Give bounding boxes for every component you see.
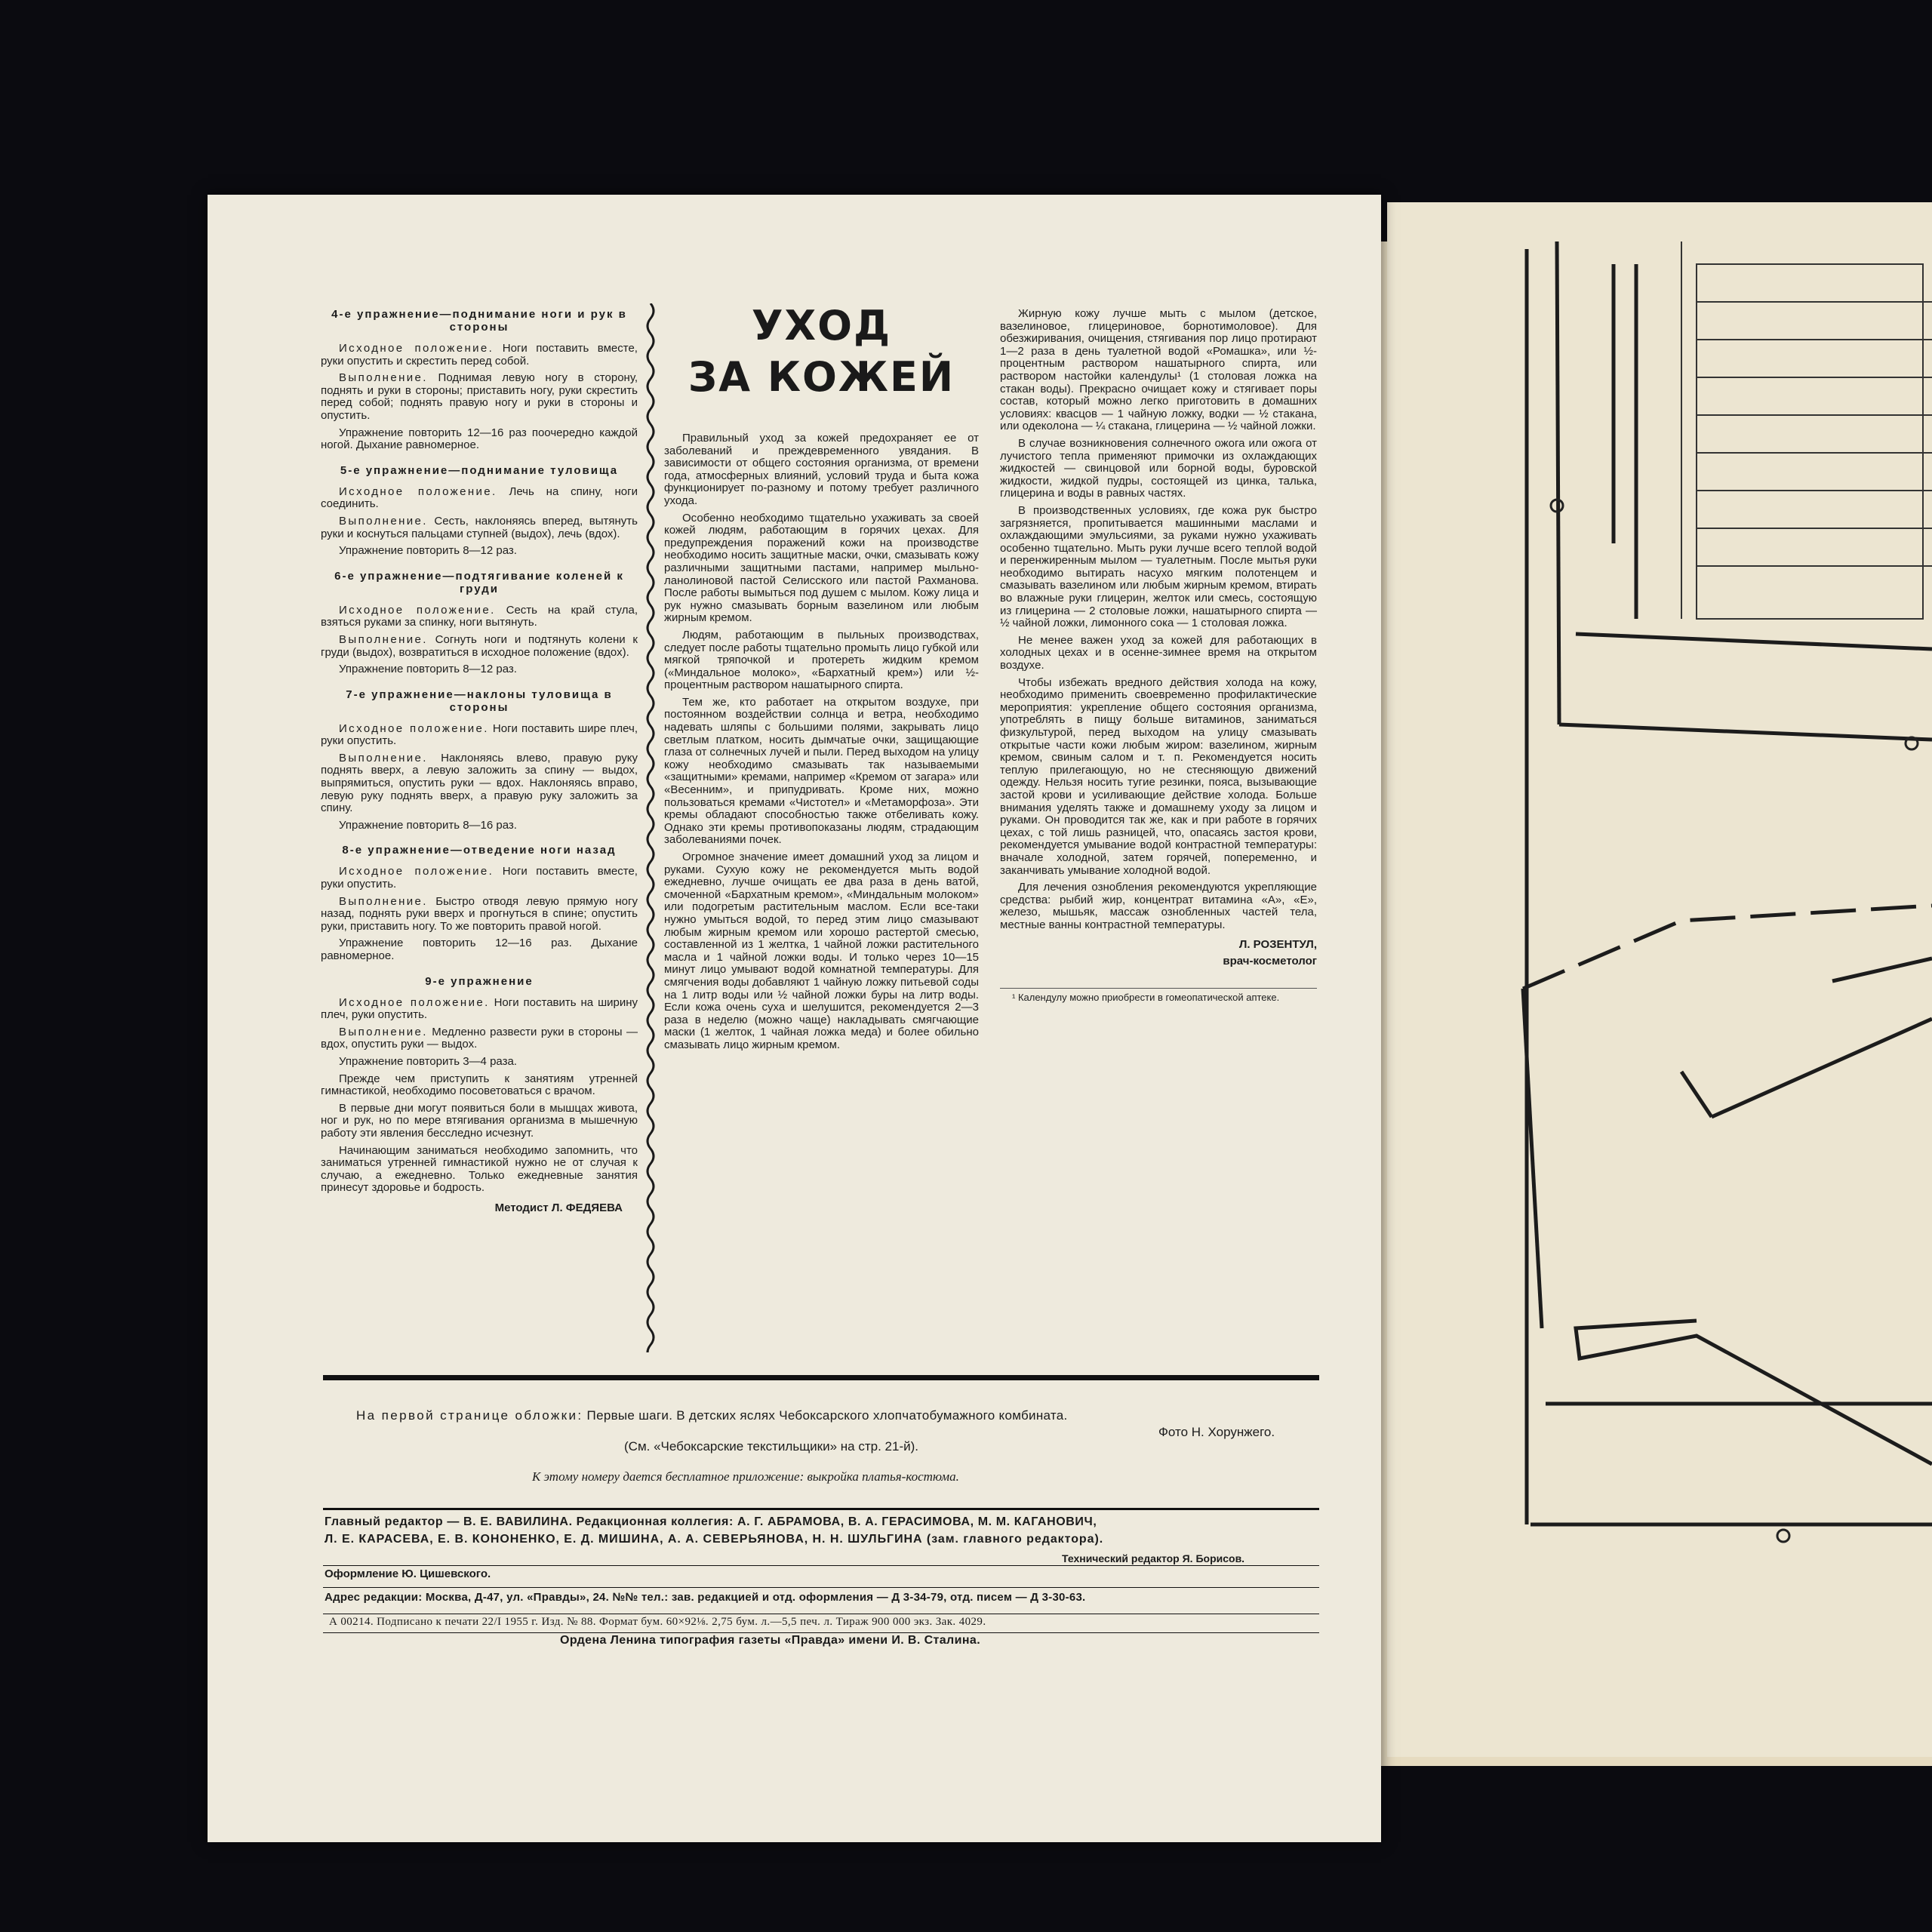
editorial-address: Адрес редакции: Москва, Д-47, ул. «Правды», 24. №№ тел.: зав. редакцией и отд. оформления — Д 3-34-79, отд. писем — Д 3-30-63. <box>325 1591 1086 1604</box>
methodist-signature: Методист Л. ФЕДЯЕВА <box>494 1201 623 1214</box>
exercise-paragraph <box>321 866 638 891</box>
exercise-paragraph <box>321 1145 638 1195</box>
paragraph-text: Согнуть ноги и подтянуть колени к груди (выдох), возвратиться в исходное положение (вдох). <box>321 632 638 659</box>
exercise-heading: 8-е упражнение—отведение ноги назад <box>342 844 617 857</box>
exercise-heading: 7-е упражнение—наклоны туловища в стороны <box>346 688 613 714</box>
rule-printer <box>323 1632 1319 1633</box>
see-reference: (См. «Чебоксарские текстильщики» на стр. 21-й). <box>624 1439 918 1454</box>
rule-design <box>323 1565 1319 1566</box>
exercise-paragraph <box>321 372 638 422</box>
paragraph-text: Упражнение повторить 8—16 раз. <box>339 818 517 832</box>
exercise-paragraph <box>321 486 638 511</box>
article-paragraph: Людям, работающим в пыльных производствах, следует после работы тщательно промыть лицо губкой или мягкой тряпочкой и протереть жидким кремом («Миндальное молоко», «Бархатный крем») или ½-процентным раствором нашатырного спирта. <box>664 628 979 692</box>
paragraph-text: Ноги поставить вместе, руки опустить и скрестить перед собой. <box>321 342 638 368</box>
exercise-paragraph <box>321 515 638 540</box>
paragraph-text: В первые дни могут появиться боли в мышцах живота, ног и рук, но по мере втягивания организма в мышечную работу эти явления бесследно исчезнут. <box>321 1101 638 1140</box>
article-paragraph: Тем же, кто работает на открытом воздухе, при постоянном воздействии солнца и ветра, необходимо надевать шляпы с большими полями, закрывать лицо светлым платком, носить дымчатые очки, защищающие глаза от солнечных лучей и пыли. Перед выходом на улицу кожу необходимо смазывать так называемыми «защитными» кремами, например «Кремом от загара» или «Весенним», и припудривать. Кроме них, можно пользоваться кремами «Чистотел» и «Метаморфоза». Эти кремы обладают способностью также отбеливать кожу. Однако эти кремы противопоказаны людям, страдающим заболеваниями почек. <box>664 695 979 847</box>
author-title: врач-косметолог <box>1223 954 1317 968</box>
paragraph-text: Упражнение повторить 3—4 раза. <box>339 1054 517 1068</box>
exercise-paragraph <box>321 1073 638 1098</box>
paragraph-lead: Исходное положение. <box>339 485 497 498</box>
paragraph-text: Лечь на спину, ноги соединить. <box>321 485 638 511</box>
paragraph-text: Ноги поставить вместе, руки опустить. <box>321 865 638 891</box>
paragraph-text: Ноги поставить шире плеч, руки опустить. <box>321 721 638 748</box>
exercise-paragraph <box>321 820 638 832</box>
editors-line-1: Главный редактор — В. Е. ВАВИЛИНА. Редакционная коллегия: А. Г. АБРАМОВА, В. А. ГЕРАСИМОВА, М. М. КАГАНОВИЧ, <box>325 1515 1097 1528</box>
exercise-paragraph <box>321 545 638 558</box>
exercise-paragraph <box>321 723 638 748</box>
exercise-heading: 4-е упражнение—поднимание ноги и рук в стороны <box>331 308 627 334</box>
author-name: Л. РОЗЕНТУЛ, <box>1238 937 1317 951</box>
editors-line-2: Л. Е. КАРАСЕВА, Е. В. КОНОНЕНКО, Е. Д. МИШИНА, А. А. СЕВЕРЬЯНОВА, Н. Н. ШУЛЬГИНА (зам. главного редактора). <box>325 1533 1104 1546</box>
exercise-heading: 5-е упражнение—поднимание туловища <box>340 463 619 477</box>
paragraph-text: Упражнение повторить 12—16 раз. Дыхание равномерное. <box>321 937 638 962</box>
paragraph-lead: Исходное положение. <box>339 342 494 355</box>
cover-credit <box>356 1408 1068 1423</box>
title-line-1: УХОД <box>751 302 892 349</box>
paragraph-lead: Выполнение. <box>339 894 428 908</box>
exercise-paragraph <box>321 1026 638 1051</box>
article-paragraph: Чтобы избежать вредного действия холода на кожу, необходимо применить своевременно профилактические мероприятия: укрепление общего состояния организма, употреблять в пищу больше витаминов, заниматься физкультурой, перед выходом на улицу смазывать открытые части кожи любым жиром: вазелином, жирным кремом, свиным салом и т. п. Рекомендуется носить теплую прилегающую, но не стесняющую движений одежду. Нельзя носить тугие резинки, пояса, вызывающие застой крови и усиливающие действие холода. Больше внимания уделять также и домашнему уходу за лицом и руками. Он проводится так же, как и при работе в горячих цехах, с той лишь разницей, что, опасаясь застоя крови, рекомендуется умывание водой контрастной температуры: вначале холодной, затем горячей, попеременно, и заканчивать умывание холодной водой. <box>1000 675 1317 877</box>
article-paragraph: Для лечения ознобления рекомендуются укрепляющие средства: рыбий жир, концентрат витамина «А», «Е», железо, мышьяк, массаж ознобленных частей тела, местные ванны контрастной температуры. <box>1000 881 1317 931</box>
exercise-paragraph <box>321 634 638 659</box>
paragraph-text: Сесть, наклоняясь вперед, вытянуть руки и коснуться пальцами ступней (выдох), лечь (вдох). <box>321 514 638 540</box>
exercise-paragraph <box>321 896 638 934</box>
tech-editor: Технический редактор Я. Борисов. <box>1062 1552 1245 1564</box>
paragraph-text: Прежде чем приступить к занятиям утренней гимнастикой, необходимо посоветоваться с врачом. <box>321 1072 638 1098</box>
cover-lead: На первой странице обложки: <box>356 1408 583 1423</box>
paragraph-text: Быстро отводя левую прямую ногу назад, поднять руки вверх и прогнуться в спине; опустить руки, приставить ногу. То же повторить правой ногой. <box>321 894 638 933</box>
exercise-paragraph <box>321 937 638 962</box>
cover-text: Первые шаги. В детских яслях Чебоксарского хлопчатобумажного комбината. <box>583 1408 1068 1423</box>
rule-editors <box>323 1508 1319 1510</box>
paragraph-text: Сесть на край стула, взяться руками за спинку, ноги вытянуть. <box>321 603 638 629</box>
paragraph-text: Наклоняясь влево, правую руку поднять вверх, а левую заложить за спину — выдох, выпрямиться, опустить руки — вдох. Наклоняясь вправо, левую руку поднять вверх, а правую руку заложить за спину. <box>321 751 638 815</box>
exercises-column <box>321 308 638 1215</box>
paragraph-lead: Выполнение. <box>339 514 428 528</box>
article-paragraph: Правильный уход за кожей предохраняет ее от заболеваний и преждевременного увядания. В зависимости от общего состояния организма, от времени года, атмосферных влияний, условий труда и быта кожа функционирует по-разному и потому требует различного ухода. <box>664 432 979 507</box>
exercise-paragraph <box>321 427 638 452</box>
article-paragraph: Особенно необходимо тщательно ухаживать за своей кожей людям, работающим в горячих цехах. Для предупреждения поражений кожи на производстве необходимо носить защитные маски, очки, смазывать кожу различными защитными пастами, например мыльно-ланолиновой пастой Селисского или пастой Рахманова. После работы вымыться под душем с мылом. Кожу лица и рук нужно смазывать борным вазелином или любым жирным кремом. <box>664 511 979 625</box>
supplement-note: К этому номеру дается бесплатное приложение: выкройка платья-костюма. <box>532 1469 959 1484</box>
paragraph-lead: Исходное положение. <box>339 995 490 1009</box>
author-signature <box>1000 937 1317 970</box>
article-column-middle <box>664 432 979 1057</box>
print-info: А 00214. Подписано к печати 22/I 1955 г. Изд. № 88. Формат бум. 60×92⅛. 2,75 бум. л.—5,5 печ. л. Тираж 900 000 экз. Зак. 4029. <box>329 1616 986 1628</box>
article-paragraph: В случае возникновения солнечного ожога или ожога от лучистого тепла применяют примочки из охлаждающих жидкостей — свинцовой или борной воды, буровской жидкости, жидкой пудры, состоящей из цинка, талька, глицерина и воды в равных частях. <box>1000 436 1317 500</box>
article-title <box>664 300 979 403</box>
paragraph-lead: Исходное положение. <box>339 865 494 878</box>
paragraph-lead: Исходное положение. <box>339 721 489 735</box>
exercise-paragraph <box>321 343 638 368</box>
design-credit: Оформление Ю. Цишевского. <box>325 1567 491 1580</box>
paragraph-lead: Выполнение. <box>339 371 428 385</box>
paragraph-lead: Выполнение. <box>339 751 428 764</box>
article-column-right <box>1000 308 1317 1004</box>
exercise-paragraph <box>321 605 638 629</box>
paragraph-lead: Выполнение. <box>339 1025 428 1038</box>
paragraph-lead: Исходное положение. <box>339 603 496 617</box>
paragraph-text: Упражнение повторить 12—16 раз поочередно каждой ногой. Дыхание равномерное. <box>321 426 638 452</box>
paragraph-text: Упражнение повторить 8—12 раз. <box>339 544 517 558</box>
sewing-pattern-drawing <box>1364 242 1932 1766</box>
paragraph-lead: Выполнение. <box>339 632 428 646</box>
rule-address <box>323 1587 1319 1588</box>
exercise-paragraph <box>321 752 638 815</box>
printer-credit: Ордена Ленина типография газеты «Правда» имени И. В. Сталина. <box>560 1634 981 1647</box>
paragraph-text: Начинающим заниматься необходимо запомнить, что заниматься утренней гимнастикой нужно не от случая к случаю, а ежедневно. Только ежедневные занятия принесут здоровье и бодрость. <box>321 1143 638 1195</box>
paragraph-text: Медленно развести руки в стороны — вдох, опустить руки — выдох. <box>321 1025 638 1051</box>
exercise-paragraph <box>321 1056 638 1069</box>
article-paragraph: Не менее важен уход за кожей для работающих в холодных цехах и в осенне-зимнее время на открытом воздухе. <box>1000 633 1317 672</box>
exercise-paragraph <box>321 663 638 676</box>
article-paragraph: В производственных условиях, где кожа рук быстро загрязняется, пропитывается машинными маслами и охлаждающими эмульсиями, за руками нужно ухаживать особенно тщательно. Мыть руки лучше всего теплой водой и перенжиренным мылом — туалетным. После мытья руки необходимо вытирать насухо мягким полотенцем и смазывать вазелином или любым жирным кремом, втирать во влажные руки глицерин, желток или смесь, состоящую из глицерина — 2 столовые ложки, нашатырного спирта — ½ чайной ложки, лимонного сока — 1 столовая ложка. <box>1000 503 1317 630</box>
column-divider <box>643 303 658 1352</box>
exercise-heading: 9-е упражнение <box>425 974 534 988</box>
thick-rule <box>323 1375 1319 1380</box>
exercise-heading: 6-е упражнение—подтягивание коленей к груди <box>334 569 624 595</box>
paragraph-text: Ноги поставить на ширину плеч, руки опустить. <box>321 995 638 1022</box>
article-paragraph: Огромное значение имеет домашний уход за лицом и руками. Сухую кожу не рекомендуется мыть водой ежедневно, лучше очищать ее два раза в день ватой, смоченной «Бархатным кремом», «Миндальным молоком» или подогретым растительным маслом. Если все-таки нужно умыться водой, то перед этим лицо смазывают любым жирным кремом или хорошо растертой смесью, составленной из 1 желтка, 1 чайной ложки растительного масла и 1 чайной ложки воды. И только через 10—15 минут лицо умывают водой комнатной температуры. Для смягчения воды добавляют 1 чайную ложку питьевой соды на 1 литр воды или ½ чайной ложки буры на литр воды. Если кожа очень суха и шелушится, рекомендуется 2—3 раза в неделю (можно чаще) накладывать смягчающие маски (1 желток, 1 чайная ложка меда) и более обильно смазывать лицо жирным кремом. <box>664 851 979 1051</box>
paragraph-text: Упражнение повторить 8—12 раз. <box>339 663 517 676</box>
footnote: ¹ Календулу можно приобрести в гомеопатической аптеке. <box>1000 988 1317 1004</box>
article-paragraph: Жирную кожу лучше мыть с мылом (детское, вазелиновое, глицериновое, борнотимоловое). Для обезжиривания, очищения, стягивания пор лицо протирают 1—2 раза в день туалетной водой «Ромашка», или ½-процентным раствором нашатырного спирта, или раствором настойки календулы¹ (1 столовая ложка на стакан воды). Прекрасно очищает кожу и стягивает поры состав, который можно легко приготовить в домашних условиях: квасцов — 1 чайную ложку, водки — ½ стакана, или одеколона — ¼ стакана, глицерина — ½ чайной ложки. <box>1000 307 1317 433</box>
photo-credit: Фото Н. Хорунжего. <box>1158 1425 1275 1439</box>
exercise-paragraph <box>321 997 638 1022</box>
paragraph-text: Поднимая левую ногу в сторону, поднять и руки в стороны; приставить ногу, руки скрестить перед собой; поднять правую ногу и руки в стороны и опустить. <box>321 371 638 422</box>
exercise-paragraph <box>321 1103 638 1140</box>
title-line-2: ЗА КОЖЕЙ <box>688 353 955 401</box>
